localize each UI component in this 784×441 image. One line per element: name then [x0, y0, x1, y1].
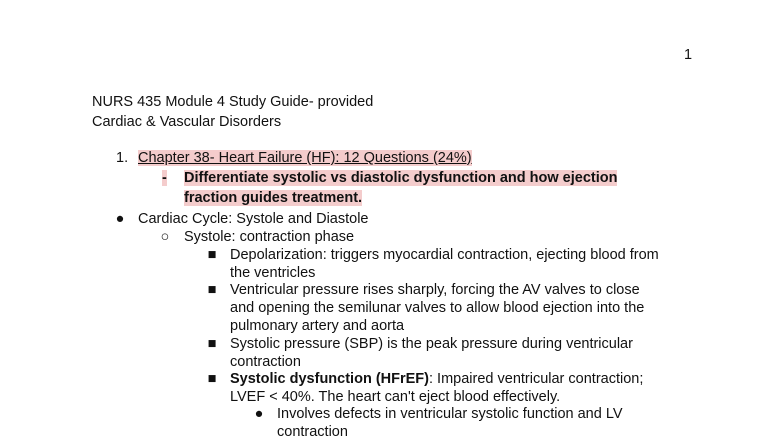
item-2-line-3: pulmonary artery and aorta: [230, 318, 405, 334]
bullet-l3: ■: [207, 336, 217, 352]
item-2-line-2: and opening the semilunar valves to allow blood ejection into the: [230, 300, 645, 316]
item-2-line-1: Ventricular pressure rises sharply, forcing the AV valves to close: [230, 282, 640, 298]
item-3-line-2: contraction: [230, 354, 301, 370]
bullet-l1: ●: [115, 211, 125, 227]
bullet-l3: ■: [207, 247, 217, 263]
item-3-line-1: Systolic pressure (SBP) is the peak pressure during ventricular: [230, 336, 633, 352]
item-4-line-2: LVEF < 40%. The heart can't eject blood effectively.: [230, 389, 561, 405]
outline-l2-text: Systole: contraction phase: [184, 229, 355, 245]
section-title: [138, 149, 472, 167]
outline-l1-text: Cardiac Cycle: Systole and Diastole: [138, 211, 369, 227]
bullet-l4: ●: [254, 406, 264, 422]
item-1-line-2: the ventricles: [230, 265, 316, 281]
item-4-definition: : Impaired ventricular contraction;: [429, 371, 644, 387]
document-title: NURS 435 Module 4 Study Guide- provided: [92, 94, 374, 110]
bullet-l3: ■: [207, 282, 217, 298]
item-5-line-1: Involves defects in ventricular systolic function and LV: [277, 406, 623, 422]
section-number: 1.: [116, 150, 129, 166]
bullet-l3: ■: [207, 371, 217, 387]
item-1-line-1: Depolarization: triggers myocardial contraction, ejecting blood from: [230, 247, 659, 263]
item-4-term: Systolic dysfunction (HFrEF): [230, 371, 429, 387]
objective-line-2: fraction guides treatment.: [184, 190, 363, 206]
objective-marker: -: [162, 170, 167, 186]
bullet-l2: ○: [160, 229, 170, 245]
section-title-text: Chapter 38- Heart Failure (HF): 12 Questions (24%): [138, 150, 472, 166]
document-subtitle: Cardiac & Vascular Disorders: [92, 114, 282, 130]
item-4-line-1: [230, 370, 643, 388]
page-number: 1: [684, 47, 693, 63]
item-5-line-2: contraction: [277, 424, 348, 440]
objective-line-1: Differentiate systolic vs diastolic dysfunction and how ejection: [184, 170, 618, 186]
